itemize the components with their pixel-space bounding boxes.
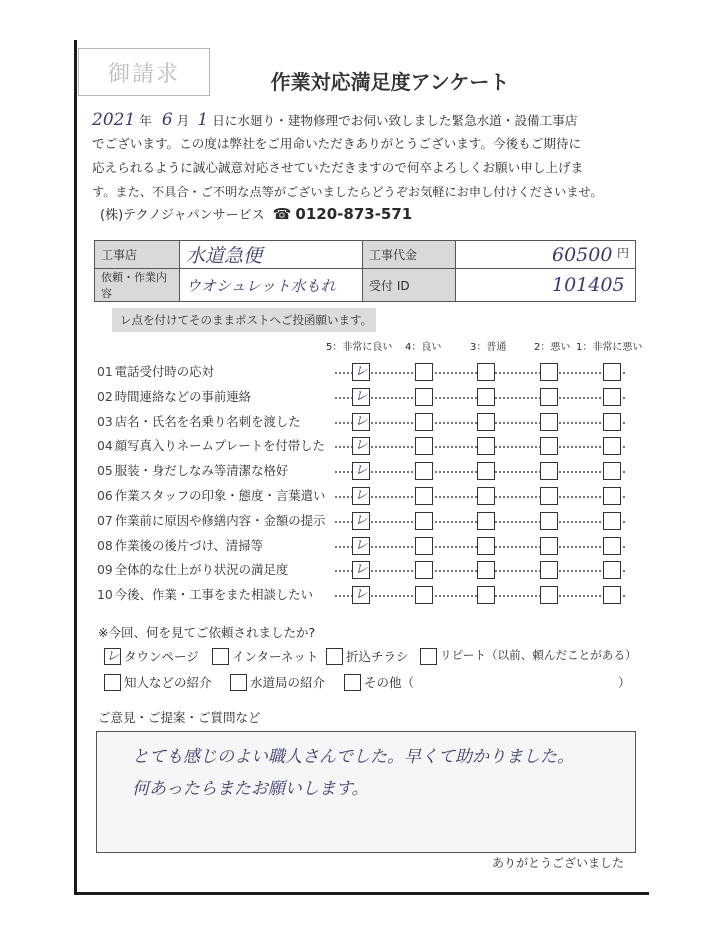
- rating-checkbox-2[interactable]: [540, 561, 558, 579]
- comment-line-2: 何あったらまたお願いします。: [132, 779, 369, 799]
- rating-checkbox-1[interactable]: [603, 413, 621, 431]
- scale-label-1: 1：非常に悪い: [576, 342, 643, 353]
- question-text: 今後、作業・工事をまた相談したい: [114, 587, 314, 602]
- rating-checkbox-4[interactable]: [415, 512, 433, 530]
- question-text: 電話受付時の応対: [114, 364, 214, 379]
- fee-label: 工事代金: [363, 241, 456, 269]
- company-line: [100, 204, 412, 223]
- question-text: 店名・氏名を名乗り名刺を渡した: [114, 414, 301, 429]
- intro-line3: 応えられるように誠心誠意対応させていただきますので何卒よろしくお願い申し上げま: [92, 160, 584, 175]
- source-checkbox-internet[interactable]: [212, 648, 229, 665]
- id-value: 101405: [552, 274, 625, 296]
- rating-checkbox-5[interactable]: レ: [352, 537, 370, 555]
- source-checkbox-townpage[interactable]: レ: [105, 649, 119, 664]
- year-suffix: 年: [139, 113, 152, 128]
- source-question: ※今回、何を見てご依頼されましたか?: [98, 625, 316, 640]
- rating-checkbox-3[interactable]: [477, 437, 495, 455]
- id-label: 受付 ID: [363, 269, 456, 302]
- fee-unit: 円: [616, 245, 629, 260]
- rating-checkbox-1[interactable]: [603, 487, 621, 505]
- rating-checkbox-2[interactable]: [540, 388, 558, 406]
- source-checkbox-other[interactable]: [344, 674, 361, 691]
- scale-label-3: 3：普通: [470, 342, 507, 353]
- rating-checkbox-1[interactable]: [603, 586, 621, 604]
- rating-checkbox-4[interactable]: [415, 462, 433, 480]
- other-close-paren: ）: [618, 675, 631, 690]
- question-number: 10: [97, 587, 113, 602]
- rating-checkbox-2[interactable]: [540, 462, 558, 480]
- question-number: 06: [97, 488, 113, 503]
- intro-line4: す。また、不具合・ご不明な点等がございましたらどうぞお気軽にお申し付けくださいませ。: [92, 185, 603, 199]
- rating-checkbox-5[interactable]: レ: [352, 437, 370, 455]
- scale-label-2: 2：悪い: [534, 342, 571, 353]
- question-row: [97, 511, 325, 531]
- rating-checkbox-5[interactable]: レ: [352, 586, 370, 604]
- rating-checkbox-2[interactable]: [540, 363, 558, 381]
- rating-checkbox-5[interactable]: レ: [352, 561, 370, 579]
- source-checkbox-repeat[interactable]: [420, 648, 437, 665]
- question-row: [97, 536, 263, 556]
- question-number: 08: [97, 538, 113, 553]
- source-checkbox-waterbureau[interactable]: [230, 674, 247, 691]
- rating-checkbox-5[interactable]: レ: [352, 512, 370, 530]
- info-table: [94, 240, 636, 302]
- handwritten-month: 6: [161, 110, 173, 130]
- phone-number: 0120-873-571: [295, 205, 413, 223]
- intro-line2: でございます。この度は弊社をご用命いただきありがとうございます。今後もご期待に: [92, 136, 582, 151]
- scale-label-5: 5：非常に良い: [326, 342, 393, 353]
- rating-checkbox-4[interactable]: [415, 437, 433, 455]
- question-row: [97, 362, 214, 382]
- request-value: ウオシュレット水もれ: [186, 276, 336, 295]
- rating-checkbox-5[interactable]: レ: [352, 363, 370, 381]
- comment-line-1: とても感じのよい職人さんでした。早くて助かりました。: [132, 747, 574, 767]
- rating-checkbox-3[interactable]: [477, 561, 495, 579]
- rating-checkbox-4[interactable]: [415, 413, 433, 431]
- intro-line1-text: 日に水廻り・建物修理でお伺い致しました緊急水道・設備工事店: [212, 113, 578, 128]
- source-option-referral: 知人などの紹介: [124, 675, 212, 690]
- question-number: 09: [97, 562, 113, 577]
- question-number: 01: [97, 364, 113, 379]
- id-cell: [456, 269, 636, 302]
- request-cell: [180, 269, 363, 302]
- question-row: [97, 585, 313, 605]
- rating-checkbox-1[interactable]: [603, 561, 621, 579]
- source-option-flyer: 折込チラシ: [346, 649, 409, 664]
- rating-checkbox-1[interactable]: [603, 537, 621, 555]
- rating-checkbox-4[interactable]: [415, 586, 433, 604]
- comments-label: ご意見・ご提案・ご質問など: [98, 710, 261, 725]
- rating-checkbox-2[interactable]: [540, 586, 558, 604]
- question-row: [97, 387, 251, 407]
- rating-checkbox-3[interactable]: [477, 413, 495, 431]
- question-text: 作業スタッフの印象・態度・言葉遣い: [114, 488, 326, 503]
- page-title: 作業対応満足度アンケート: [270, 70, 510, 94]
- rating-checkbox-3[interactable]: [477, 537, 495, 555]
- rating-checkbox-5[interactable]: レ: [352, 413, 370, 431]
- rating-checkbox-3[interactable]: [477, 363, 495, 381]
- rating-checkbox-5[interactable]: レ: [352, 462, 370, 480]
- rating-checkbox-3[interactable]: [477, 586, 495, 604]
- question-text: 作業後の後片づけ、清掃等: [114, 538, 263, 553]
- rating-checkbox-2[interactable]: [540, 537, 558, 555]
- source-option-townpage: タウンページ: [124, 649, 199, 664]
- source-option-other: その他（: [364, 675, 415, 690]
- month-suffix: 月: [176, 113, 190, 128]
- source-option-waterbureau: 水道局の紹介: [250, 675, 326, 690]
- source-checkbox-referral[interactable]: [104, 674, 121, 691]
- rating-checkbox-1[interactable]: [603, 437, 621, 455]
- handwritten-year: 2021: [92, 110, 136, 130]
- rating-checkbox-5[interactable]: レ: [352, 487, 370, 505]
- question-text: 服装・身だしなみ等清潔な格好: [114, 463, 289, 478]
- rating-checkbox-4[interactable]: [415, 388, 433, 406]
- store-label: 工事店: [95, 241, 180, 269]
- company-name: (株)テクノジャパンサービス: [100, 208, 265, 223]
- question-text: 顔写真入りネームプレートを付帯した: [114, 438, 325, 453]
- question-text: 全体的な仕上がり状況の満足度: [114, 562, 289, 577]
- rating-checkbox-3[interactable]: [477, 388, 495, 406]
- fee-cell: [456, 241, 636, 269]
- source-option-repeat: リピート（以前、頼んだことがある）: [440, 648, 637, 662]
- question-row: [97, 436, 325, 456]
- source-checkbox-flyer[interactable]: [326, 648, 343, 665]
- question-row: [97, 461, 288, 481]
- rating-checkbox-1[interactable]: [603, 388, 621, 406]
- phone-icon: ☎: [272, 205, 292, 223]
- question-number: 05: [97, 463, 113, 478]
- question-number: 02: [97, 389, 113, 404]
- fee-value: 60500: [552, 243, 613, 266]
- store-value: 水道急便: [186, 245, 263, 267]
- rating-checkbox-3[interactable]: [477, 512, 495, 530]
- source-option-internet: インターネット: [232, 649, 319, 664]
- store-cell: [180, 241, 363, 269]
- question-row: [97, 486, 325, 506]
- intro-text: [92, 108, 652, 204]
- thanks-text: ありがとうございました: [492, 856, 625, 870]
- rating-checkbox-4[interactable]: [415, 561, 433, 579]
- rating-checkbox-3[interactable]: [477, 487, 495, 505]
- rating-checkbox-2[interactable]: [540, 487, 558, 505]
- scale-label-4: 4：良い: [405, 342, 442, 353]
- rating-checkbox-1[interactable]: [603, 512, 621, 530]
- faded-stamp: 御請求: [78, 48, 210, 96]
- rating-checkbox-5[interactable]: レ: [352, 388, 370, 406]
- handwritten-day: 1: [197, 110, 209, 130]
- rating-checkbox-1[interactable]: [603, 462, 621, 480]
- question-text: 作業前に原因や修繕内容・金額の提示: [114, 513, 326, 528]
- rating-checkbox-3[interactable]: [477, 462, 495, 480]
- rating-checkbox-4[interactable]: [415, 487, 433, 505]
- rating-checkbox-2[interactable]: [540, 512, 558, 530]
- rating-checkbox-4[interactable]: [415, 537, 433, 555]
- question-number: 04: [97, 438, 113, 453]
- question-row: [97, 560, 288, 580]
- rating-checkbox-4[interactable]: [415, 363, 433, 381]
- question-number: 07: [97, 513, 113, 528]
- rating-checkbox-2[interactable]: [540, 437, 558, 455]
- question-text: 時間連絡などの事前連絡: [114, 389, 252, 404]
- instruction-banner: レ点を付けてそのままポストへご投函願います。: [112, 308, 376, 332]
- request-label: 依頼・作業内容: [95, 269, 180, 302]
- rating-checkbox-2[interactable]: [540, 413, 558, 431]
- question-row: [97, 412, 301, 432]
- question-number: 03: [97, 414, 113, 429]
- rating-checkbox-1[interactable]: [603, 363, 621, 381]
